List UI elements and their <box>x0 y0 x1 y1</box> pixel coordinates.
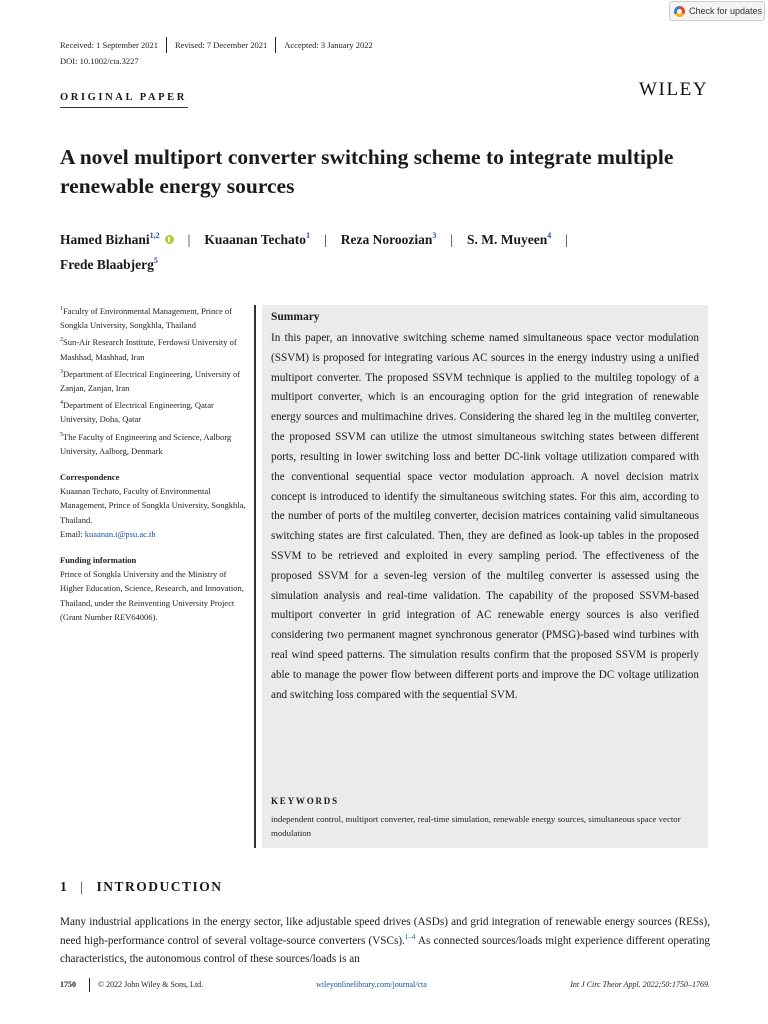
section-number: 1 <box>60 879 69 894</box>
author-affiliation-ref: 5 <box>153 256 158 265</box>
citation-link[interactable]: 1–4 <box>404 932 416 941</box>
keywords-heading: KEYWORDS <box>271 796 339 806</box>
author-separator: | <box>450 232 454 247</box>
affiliation-number: 3 <box>60 368 63 375</box>
author-affiliation-ref: 1,2 <box>149 231 160 240</box>
funding-text: Prince of Songkla University and the Ministry of Higher Education, Science, Research, and Innovation, Thailand, under the Reinventing University Project (Grant Number REV64006). <box>60 569 244 622</box>
affiliation <box>60 335 246 363</box>
affiliation <box>60 430 246 458</box>
orcid-icon[interactable] <box>165 235 174 244</box>
affiliation-text: Faculty of Environmental Management, Prince of Songkla University, Songkhla, Thailand <box>60 306 233 331</box>
check-for-updates-label: Check for updates <box>689 6 763 16</box>
affiliation-text: Department of Electrical Engineering, University of Zanjan, Zanjan, Iran <box>60 368 241 394</box>
affiliation <box>60 398 246 426</box>
affiliation-text: The Faculty of Engineering and Science, Aalborg University, Aalborg, Denmark <box>60 431 232 456</box>
article-type-label: ORIGINAL PAPER <box>60 92 187 103</box>
introduction-heading <box>60 879 222 895</box>
affiliation <box>60 304 246 332</box>
summary-heading: Summary <box>271 311 320 323</box>
copyright: © 2022 John Wiley & Sons, Ltd. <box>98 980 204 989</box>
check-for-updates-button[interactable] <box>669 1 765 21</box>
author-affiliation-ref: 1 <box>306 231 311 240</box>
author-separator: | <box>565 232 568 247</box>
doi: DOI: 10.1002/cta.3227 <box>60 56 139 66</box>
citation: Int J Circ Theor Appl. 2022;50:1750–1769. <box>570 980 710 989</box>
abstract-divider <box>254 305 256 848</box>
divider <box>275 37 276 53</box>
affiliation-text: Department of Electrical Engineering, Qatar University, Doha, Qatar <box>60 400 214 425</box>
email-label: Email: <box>60 528 85 539</box>
author-name[interactable]: Hamed Bizhani <box>60 232 150 247</box>
correspondence-heading: Correspondence <box>60 472 120 483</box>
author-name[interactable]: Reza Noroozian <box>340 232 433 247</box>
section-title: INTRODUCTION <box>96 879 223 894</box>
affiliation-number: 4 <box>60 400 63 407</box>
author-list <box>60 227 720 277</box>
author-name[interactable]: Frede Blaabjerg <box>60 257 154 272</box>
keywords-text: independent control, multiport converter, real-time simulation, renewable energy sources, simultaneous space vector modulation <box>271 814 681 838</box>
author-name[interactable]: S. M. Muyeen <box>467 232 548 247</box>
affiliation-text: Sun-Air Research Institute, Ferdowsi University of Mashhad, Mashhad, Iran <box>60 337 237 362</box>
author-affiliation-ref: 4 <box>547 231 552 240</box>
affiliation-number: 1 <box>60 306 63 312</box>
paragraph-text: As connected sources/loads might experience different operating characteristics, the autonomous control of these sources/loads is an <box>60 934 711 965</box>
correspondence-text: Kuaanan Techato, Faculty of Environmental Management, Prince of Songkla University, Songkhla, Thailand. <box>60 486 246 525</box>
affiliations-column <box>60 304 246 624</box>
paragraph-text: Many industrial applications in the energy sector, like adjustable speed drives (ASDs) and grid integration of renewable energy sources (RESs), need high-performance control of several voltage-source converters (VSCs). <box>60 916 710 947</box>
page-footer <box>60 980 710 992</box>
divider <box>89 978 90 992</box>
section-rule <box>60 107 188 108</box>
author-name[interactable]: Kuaanan Techato <box>204 232 307 247</box>
received-date: Received: 1 September 2021 <box>60 40 158 50</box>
crossmark-icon <box>674 6 685 17</box>
article-dates <box>60 38 373 52</box>
funding-heading: Funding information <box>60 555 137 566</box>
summary-text: In this paper, an innovative switching scheme named simultaneous space vector modulation (SSVM) is proposed for integrating various AC sources in the energy industry using a unified multiport converter. The proposed SSVM technique is applied to the multileg topology of a multiport converter, which is an encouraging option for the grid integration of renewable energy sources and multimachine drives. Considering the shared leg in the multileg converter, the proposed SSVM can utilize the utmost simultaneous switching states between different ports, resulting in lower switching loss and better DC-link voltage utilization compared with the conventional sequential space vector modulation approach. A novel decision matrix concept is introduced to identify the simultaneous switching states. For this aim, according to the number of ports of the multileg converter, decision matrices containing valid simultaneous switching states are first calculated. Then, they are defined as look-up tables in the proposed SSVM to be retrieved and exploited in every sampling period. The effectiveness of the proposed SSVM for a seven-leg version of the multileg converter is assessed using the simulation analysis and real-time validation. The capability of the proposed SSVM-based multiport converter in grid integration of AC renewable energy sources is also verified considering two permanent magnet synchronous generator (PMSG)-based wind turbines with real wind speed patterns. The simulation results confirm that the proposed SSVM is properly able to manage the power flow between different ports and improve the DC voltage utilization and switching loss compared with the sequential SVM. <box>271 332 699 701</box>
affiliation <box>60 367 246 395</box>
email-link[interactable]: kuaanan.t@psu.ac.th <box>84 528 156 539</box>
journal-link[interactable]: wileyonlinelibrary.com/journal/cta <box>316 980 427 989</box>
author-affiliation-ref: 3 <box>432 231 437 240</box>
affiliation-number: 5 <box>60 431 63 438</box>
revised-date: Revised: 7 December 2021 <box>174 40 268 50</box>
introduction-text <box>60 913 710 969</box>
paper-title: A novel multiport converter switching scheme to integrate multiple renewable energy sources <box>60 145 674 198</box>
section-separator: | <box>80 879 85 894</box>
divider <box>166 37 167 53</box>
publisher-logo: WILEY <box>639 79 709 100</box>
correspondence-email-line <box>60 527 246 541</box>
accepted-date: Accepted: 3 January 2022 <box>284 40 373 50</box>
affiliation-number: 2 <box>60 337 63 344</box>
author-separator: | <box>324 232 327 247</box>
author-separator: | <box>187 232 191 247</box>
page-number: 1750 <box>60 980 76 989</box>
